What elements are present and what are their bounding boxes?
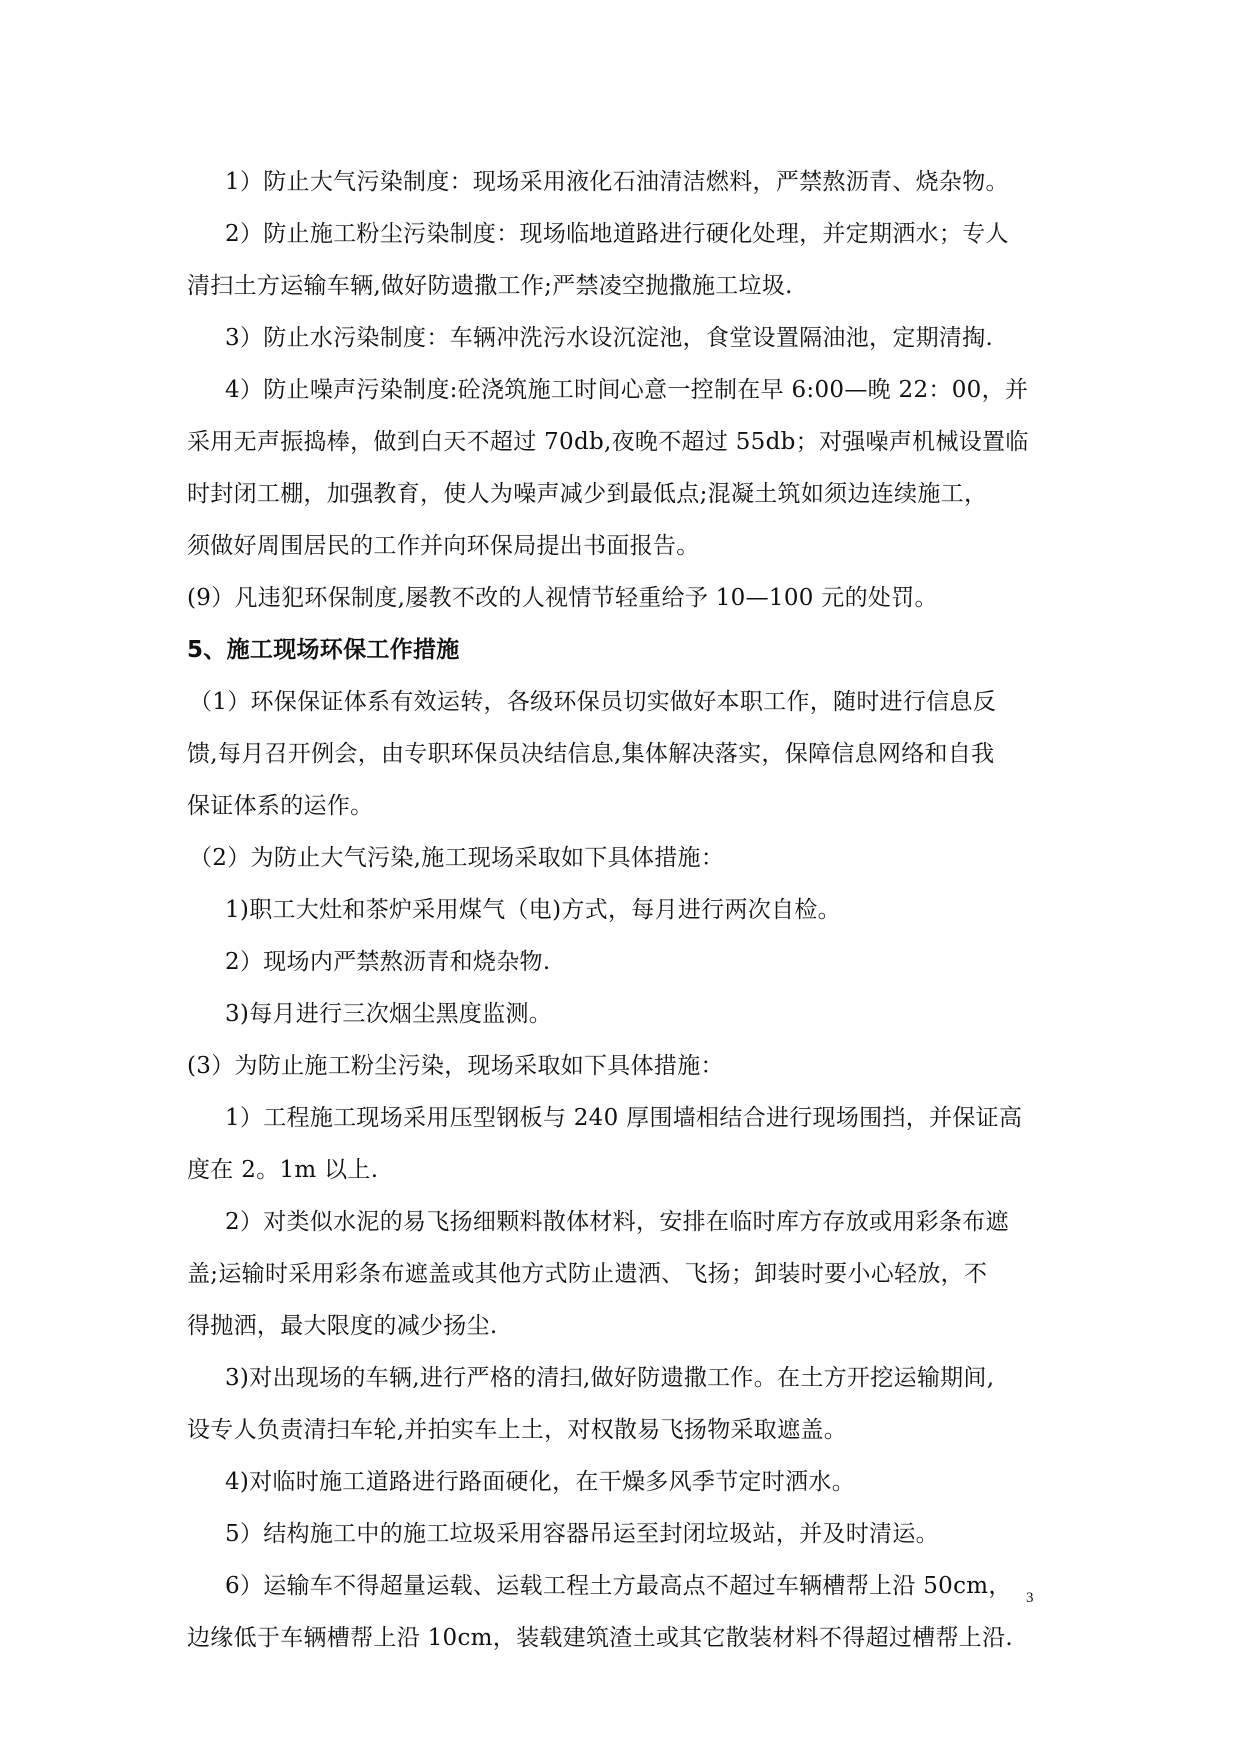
paragraph-line: 得抛洒，最大限度的减少扬尘. bbox=[187, 1313, 498, 1339]
paragraph-line: 1)职工大灶和茶炉采用煤气（电)方式，每月进行两次自检。 bbox=[225, 897, 841, 923]
paragraph-line: 5）结构施工中的施工垃圾采用容器吊运至封闭垃圾站，并及时清运。 bbox=[225, 1521, 939, 1547]
paragraph-line: 馈,每月召开例会，由专职环保员决结信息,集体解决落实，保障信息网络和自我 bbox=[187, 741, 995, 767]
paragraph-line: 6）运输车不得超量运载、运载工程土方最高点不超过车辆槽帮上沿 50cm， bbox=[225, 1573, 1012, 1599]
paragraph-line: 清扫土方运输车辆,做好防遗撒工作;严禁凌空抛撒施工垃圾. bbox=[187, 273, 793, 299]
paragraph-line: 须做好周围居民的工作并向环保局提出书面报告。 bbox=[187, 533, 700, 559]
paragraph-line: 2）对类似水泥的易飞扬细颗料散体材料，安排在临时库方存放或用彩条布遮 bbox=[225, 1209, 1009, 1235]
document-body bbox=[187, 160, 1054, 1668]
paragraph-line: 2）防止施工粉尘污染制度：现场临地道路进行硬化处理，并定期洒水；专人 bbox=[225, 221, 1009, 247]
paragraph-line: 盖;运输时采用彩条布遮盖或其他方式防止遗洒、飞扬；卸装时要小心轻放，不 bbox=[187, 1261, 988, 1287]
paragraph-line: 1）工程施工现场采用压型钢板与 240 厚围墙相结合进行现场围挡，并保证高 bbox=[225, 1105, 1023, 1131]
paragraph-line: 度在 2。1m 以上. bbox=[187, 1157, 379, 1183]
paragraph-line: (9）凡违犯环保制度,屡教不改的人视情节轻重给予 10—100 元的处罚。 bbox=[187, 585, 938, 611]
paragraph-line: 边缘低于车辆槽帮上沿 10cm，装载建筑渣土或其它散装材料不得超过槽帮上沿. bbox=[187, 1625, 1013, 1651]
paragraph-line: 1）防止大气污染制度：现场采用液化石油清洁燃料，严禁熬沥青、烧杂物。 bbox=[225, 169, 1009, 195]
section-heading: 5、施工现场环保工作措施 bbox=[187, 637, 460, 663]
paragraph-line: 保证体系的运作。 bbox=[187, 793, 374, 819]
paragraph-line: （1）环保保证体系有效运转，各级环保员切实做好本职工作，随时进行信息反 bbox=[189, 689, 997, 715]
paragraph-line: 2）现场内严禁熬沥青和烧杂物. bbox=[225, 949, 551, 975]
paragraph-line: 4)对临时施工道路进行路面硬化，在干燥多风季节定时洒水。 bbox=[225, 1469, 856, 1495]
page-number: 3 bbox=[1026, 1590, 1034, 1606]
paragraph-line: 3)对出现场的车辆,进行严格的清扫,做好防遗撒工作。在土方开挖运输期间, bbox=[225, 1365, 995, 1391]
paragraph-line: 采用无声振捣棒，做到白天不超过 70db,夜晚不超过 55db；对强噪声机械设置临 bbox=[187, 429, 1029, 455]
paragraph-line: 3)每月进行三次烟尘黑度监测。 bbox=[225, 1001, 553, 1027]
paragraph-line: 3）防止水污染制度：车辆冲洗污水设沉淀池，食堂设置隔油池，定期清掏. bbox=[225, 325, 994, 351]
paragraph-line: (3）为防止施工粉尘污染，现场采取如下具体措施： bbox=[187, 1053, 724, 1079]
paragraph-line: 时封闭工棚，加强教育，使人为噪声减少到最低点;混凝土筑如须边连续施工， bbox=[187, 481, 988, 507]
paragraph-line: （2）为防止大气污染,施工现场采取如下具体措施： bbox=[189, 845, 725, 871]
paragraph-line: 4）防止噪声污染制度:砼浇筑施工时间心意一控制在早 6:00—晚 22：00，并 bbox=[225, 377, 1029, 403]
paragraph-line: 设专人负责清扫车轮,并拍实车上土，对权散易飞扬物采取遮盖。 bbox=[187, 1417, 848, 1443]
